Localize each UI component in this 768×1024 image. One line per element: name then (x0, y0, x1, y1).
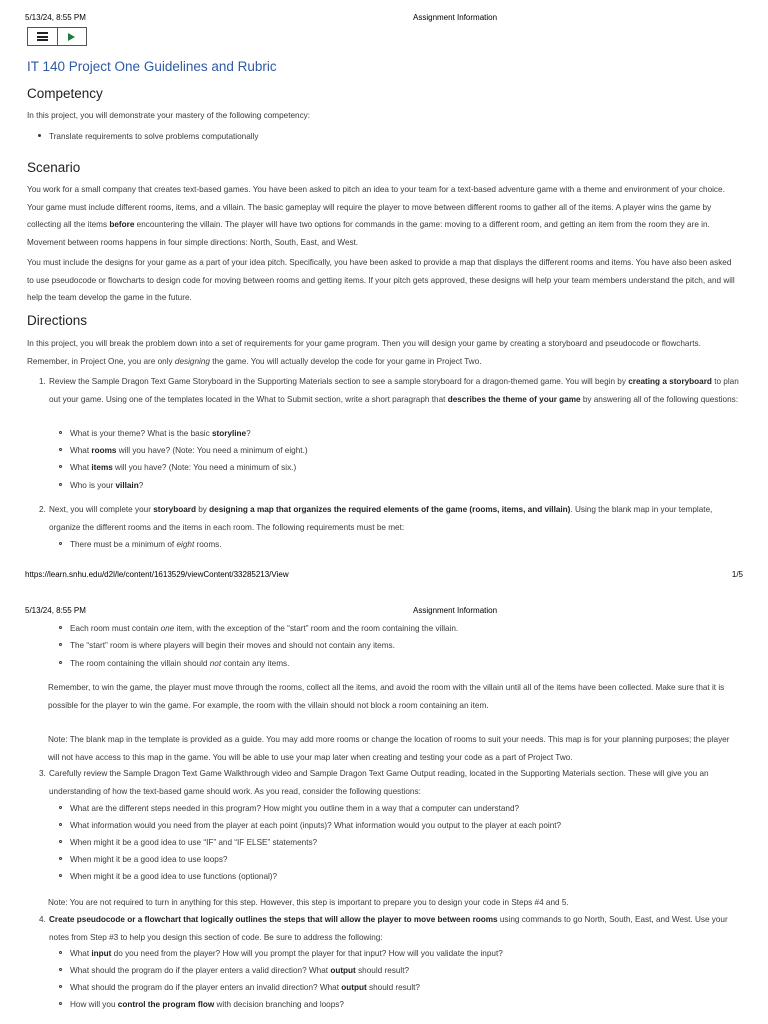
bullet-icon (38, 134, 41, 137)
competency-heading: Competency (27, 86, 103, 101)
requirement-one-item: Each room must contain one item, with the exception of the “start” room and the room containing the villain. (70, 620, 458, 638)
reader-toolbar (27, 27, 87, 46)
page-number: 1/5 (731, 570, 743, 579)
competency-item: Translate requirements to solve problems computationally (49, 128, 259, 146)
directions-heading: Directions (27, 313, 88, 328)
requirement-villain-room: The room containing the villain should not contain any items. (70, 655, 289, 673)
bullet-icon (59, 431, 62, 434)
step3-question-5: When might it be a good idea to use functions (optional)? (70, 868, 277, 886)
step3-question-2: What information would you need from the player at each point (inputs)? What information would you output to the player at each point? (70, 817, 561, 835)
question-rooms: What rooms will you have? (Note: You need a minimum of eight.) (70, 442, 308, 460)
bullet-icon (59, 823, 62, 826)
bullet-icon (59, 661, 62, 664)
bullet-icon (59, 968, 62, 971)
competency-intro: In this project, you will demonstrate your mastery of the following competency: (27, 111, 311, 120)
step-2: 2. Next, you will complete your storyboard by designing a map that organizes the required elements of the game (rooms, items, and villain). Using the blank map in your template, organize the different rooms and the items in each room. The following requirements must be met: (39, 505, 713, 532)
scenario-paragraph-1: You work for a small company that creates text-based games. You have been asked to pitch an idea to your team for a text-based adventure game with a theme and environment of your choice. Your game must include different rooms, items, and a villain. The basic gameplay will require the player to move between different rooms to gather all of the items. A player wins the game by collecting all the items before encountering the villain. The player will have two options for commands in the game: moving to a different room, and getting an item from the room they are in. Movement between rooms happens in four simple directions: North, South, East, and West. (27, 185, 725, 247)
requirement-eight-rooms: There must be a minimum of eight rooms. (70, 536, 222, 554)
play-icon (68, 33, 75, 41)
step-4: 4. Create pseudocode or a flowchart that logically outlines the steps that will allow the player to move between rooms using commands to go North, South, East, and West. Use your notes from Step #3 to help you design this section of code. Be sure to address the following: (39, 915, 728, 942)
requirement-start-room: The “start” room is where players will begin their moves and should not contain any items. (70, 637, 395, 655)
bullet-icon (59, 874, 62, 877)
footer-url: https://learn.snhu.edu/d2l/le/content/1613529/viewContent/33285213/View (25, 570, 289, 579)
step3-question-3: When might it be a good idea to use “IF” and “IF ELSE” statements? (70, 834, 317, 852)
question-theme: What is your theme? What is the basic storyline? (70, 425, 251, 443)
print-header-title: Assignment Information (413, 606, 498, 615)
bullet-icon (59, 483, 62, 486)
question-villain: Who is your villain? (70, 477, 143, 495)
bullet-icon (59, 626, 62, 629)
scenario-paragraph-2: You must include the designs for your game as a part of your idea pitch. Specifically, you have been asked to provide a map that displays the different rooms and items. You have also been asked to use pseudocode or flowcharts to design code for moving between rooms and getting items. If your pitch gets approved, these designs will help your team members understand the pitch, and will help the team develop the game in the future. (27, 258, 735, 302)
hamburger-menu-icon (37, 32, 48, 41)
bullet-icon (59, 951, 62, 954)
scenario-heading: Scenario (27, 160, 81, 175)
directions-paragraph: In this project, you will break the problem down into a set of requirements for your game program. Then you will design your game by creating a storyboard and pseudocode or flowcharts. Remember, in Project One, you are only designing the game. You will actually develop the code for your game in Project Two. (27, 339, 701, 366)
bullet-icon (59, 857, 62, 860)
bullet-icon (59, 448, 62, 451)
bullet-icon (59, 542, 62, 545)
bullet-icon (59, 1002, 62, 1005)
page-title: IT 140 Project One Guidelines and Rubric (27, 59, 277, 74)
bullet-icon (59, 643, 62, 646)
remember-paragraph: Remember, to win the game, the player must move through the rooms, collect all the items, and avoid the room with the villain until all of the items have been collected. Make sure that it is possible for the player to win the game. For example, the room with the villain should not block a room containing an item. (48, 683, 725, 710)
menu-button[interactable] (28, 28, 57, 45)
bullet-icon (59, 985, 62, 988)
question-items: What items will you have? (Note: You need a minimum of six.) (70, 459, 296, 477)
step4-question-valid: What should the program do if the player enters a valid direction? What output should result? (70, 962, 409, 980)
bullet-icon (59, 806, 62, 809)
step-1: 1. Review the Sample Dragon Text Game Storyboard in the Supporting Materials section to see a sample storyboard for a dragon-themed game. You will begin by creating a storyboard to plan out your game. Using one of the templates located in the What to Submit section, write a short paragraph that describes the theme of your game by answering all of the following questions: (39, 377, 739, 404)
step3-question-4: When might it be a good idea to use loops? (70, 851, 228, 869)
bullet-icon (59, 465, 62, 468)
note-step3: Note: You are not required to turn in anything for this step. However, this step is important to prepare you to design your code in Steps #4 and 5. (48, 898, 569, 907)
print-timestamp: 5/13/24, 8:55 PM (25, 606, 86, 615)
step4-question-input: What input do you need from the player? How will you prompt the player for that input? How will you validate the input? (70, 945, 503, 963)
step4-question-invalid: What should the program do if the player enters an invalid direction? What output should result? (70, 979, 420, 997)
step3-question-1: What are the different steps needed in this program? How might you outline them in a way that a computer can understand? (70, 800, 519, 818)
step4-question-flow: How will you control the program flow with decision branching and loops? (70, 996, 344, 1014)
step-3: 3. Carefully review the Sample Dragon Text Game Walkthrough video and Sample Dragon Text Game Output reading, located in the Supporting Materials section. These will give you an understanding of how the text-based game should work. As you read, consider the following questions: (39, 769, 709, 796)
print-timestamp: 5/13/24, 8:55 PM (25, 13, 86, 22)
print-header-title: Assignment Information (413, 13, 498, 22)
play-button[interactable] (57, 28, 87, 45)
bullet-icon (59, 840, 62, 843)
note-blank-map: Note: The blank map in the template is provided as a guide. You may add more rooms or change the location of rooms to suit your needs. This map is for your planning purposes; the player will not have access to this map in the game. You will be able to use your map later when creating and testing your code as a part of Project Two. (48, 735, 730, 762)
